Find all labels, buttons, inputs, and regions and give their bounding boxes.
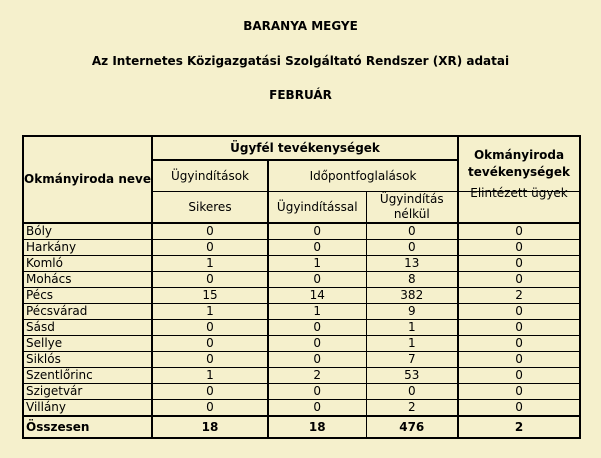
- row-successful: 0: [152, 336, 268, 352]
- row-completed: 0: [458, 368, 580, 384]
- table-row: [23, 400, 580, 417]
- row-name: Szentlőrinc: [23, 368, 152, 384]
- total-label: Összesen: [23, 416, 152, 438]
- total-successful: 18: [152, 416, 268, 438]
- row-name: Pécs: [23, 288, 152, 304]
- row-completed: 2: [458, 288, 580, 304]
- header-office-activities-line2: tevékenységek: [468, 165, 571, 179]
- system-title: Az Internetes Közigazgatási Szolgáltató Rendszer (XR) adatai: [91, 54, 510, 68]
- row-completed: 0: [458, 223, 580, 240]
- row-name: Sellye: [23, 336, 152, 352]
- row-completed: 0: [458, 352, 580, 368]
- table-row: [23, 368, 580, 384]
- row-completed: 0: [458, 240, 580, 256]
- table-row: [23, 352, 580, 368]
- table-row: [23, 288, 580, 304]
- header-office-name: Okmányiroda neve: [23, 136, 152, 223]
- row-with-case: 0: [268, 320, 366, 336]
- row-completed: 0: [458, 272, 580, 288]
- header-without-case: Ügyindítás nélkül: [366, 192, 458, 224]
- row-successful: 0: [152, 320, 268, 336]
- row-with-case: 0: [268, 384, 366, 400]
- header-with-case: Ügyindítással: [268, 192, 366, 224]
- row-without-case: 9: [366, 304, 458, 320]
- row-without-case: 53: [366, 368, 458, 384]
- row-successful: 0: [152, 223, 268, 240]
- table-row: [23, 320, 580, 336]
- row-name: Sásd: [23, 320, 152, 336]
- total-without-case: 476: [366, 416, 458, 438]
- row-completed: 0: [458, 256, 580, 272]
- row-successful: 1: [152, 256, 268, 272]
- row-without-case: 1: [366, 320, 458, 336]
- row-name: Villány: [23, 400, 152, 417]
- table-row: [23, 256, 580, 272]
- table-body: [23, 223, 580, 416]
- row-successful: 0: [152, 384, 268, 400]
- row-without-case: 13: [366, 256, 458, 272]
- row-with-case: 0: [268, 400, 366, 417]
- row-successful: 15: [152, 288, 268, 304]
- row-with-case: 1: [268, 304, 366, 320]
- row-without-case: 0: [366, 384, 458, 400]
- row-name: Pécsvárad: [23, 304, 152, 320]
- row-completed: 0: [458, 320, 580, 336]
- table-footer: [23, 416, 580, 438]
- row-successful: 1: [152, 304, 268, 320]
- row-without-case: 2: [366, 400, 458, 417]
- header-appointments: Időpontfoglalások: [268, 160, 458, 192]
- header-office-activities-line1: Okmányiroda: [473, 148, 565, 162]
- row-with-case: 0: [268, 352, 366, 368]
- county-title: BARANYA MEGYE: [243, 19, 358, 33]
- row-completed: 0: [515, 400, 523, 414]
- row-successful: 1: [152, 368, 268, 384]
- row-successful: 0: [152, 240, 268, 256]
- table-row: [23, 304, 580, 320]
- row-with-case: 0: [268, 272, 366, 288]
- row-name: Mohács: [23, 272, 152, 288]
- row-name: Harkány: [23, 240, 152, 256]
- row-name: Szigetvár: [23, 384, 152, 400]
- row-name: Komló: [23, 256, 152, 272]
- row-successful: 0: [152, 352, 268, 368]
- total-with-case: 18: [268, 416, 366, 438]
- row-successful: 0: [152, 400, 268, 417]
- table-row: [23, 384, 580, 400]
- row-completed: 0: [458, 336, 580, 352]
- row-without-case: 7: [366, 352, 458, 368]
- row-name: Siklós: [23, 352, 152, 368]
- row-with-case: 0: [268, 240, 366, 256]
- row-completed: 0: [458, 304, 580, 320]
- statistics-table: [22, 135, 581, 439]
- row-with-case: 0: [268, 336, 366, 352]
- row-without-case: 0: [366, 240, 458, 256]
- table-row: [23, 272, 580, 288]
- row-with-case: 0: [268, 223, 366, 240]
- header-successful: Sikeres: [152, 192, 268, 224]
- total-completed: 2: [458, 416, 580, 438]
- header-client-activities: Ügyfél tevékenységek: [152, 136, 458, 160]
- table-row: [23, 223, 580, 240]
- row-without-case: 1: [366, 336, 458, 352]
- row-without-case: 382: [366, 288, 458, 304]
- table-row: [23, 240, 580, 256]
- row-name: Bóly: [23, 223, 152, 240]
- header-cases-started: Ügyindítások: [152, 160, 268, 192]
- table-header: [23, 136, 580, 223]
- row-completed: 0: [458, 384, 580, 400]
- row-successful: 0: [152, 272, 268, 288]
- row-with-case: 2: [268, 368, 366, 384]
- table-row: [23, 336, 580, 352]
- month-title: FEBRUÁR: [269, 88, 332, 102]
- row-without-case: 8: [366, 272, 458, 288]
- row-with-case: 14: [268, 288, 366, 304]
- header-completed-cases: Elintézett ügyek: [458, 178, 580, 210]
- total-row: [23, 416, 580, 438]
- row-without-case: 0: [366, 223, 458, 240]
- row-with-case: 1: [268, 256, 366, 272]
